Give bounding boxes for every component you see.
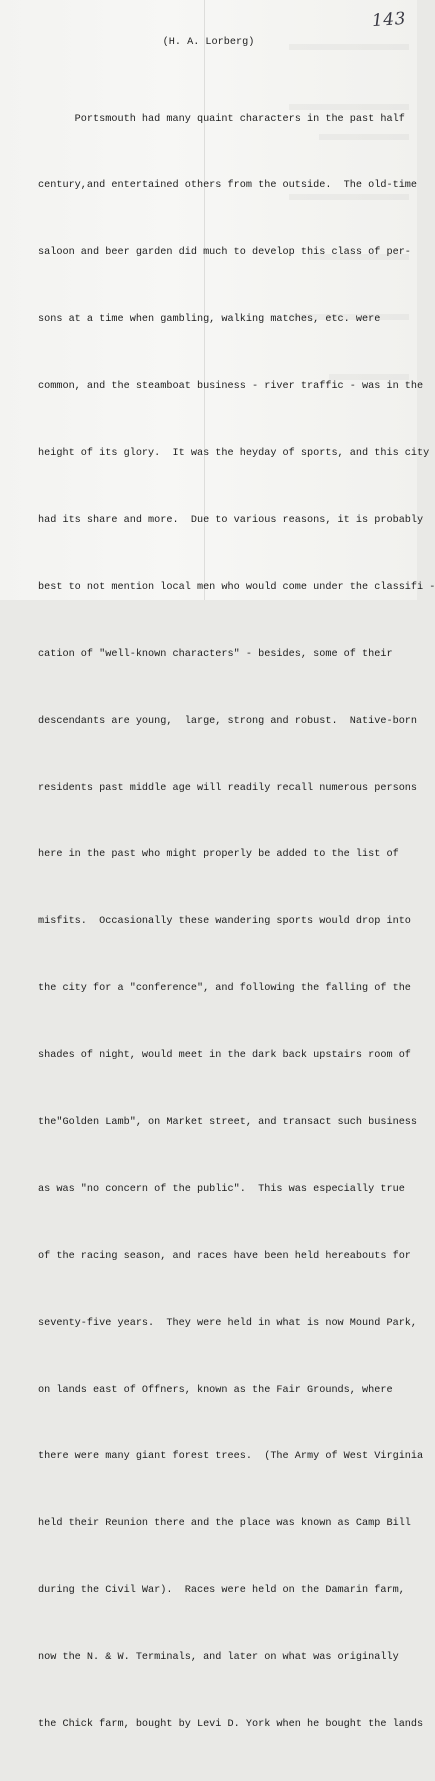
text-line: during the Civil War). Races were held on the Damarin farm, [38,1585,405,1597]
text-line: shades of night, would meet in the dark back upstairs room of [38,1050,411,1062]
text-line: had its share and more. Due to various reasons, it is probably [38,514,424,526]
text-line: Portsmouth had many quaint characters in the past half [38,113,405,125]
text-line: best to not mention local men who would come under the classifi - [38,581,435,593]
body-text [38,64,435,1781]
text-line: as was "no concern of the public". This was especially true [38,1183,405,1195]
text-line: descendants are young, large, strong and robust. Native-born [38,715,418,727]
text-line: common, and the steamboat business - river traffic - was in the [38,381,424,393]
text-line: misfits. Occasionally these wandering sports would drop into [38,916,411,928]
text-line: residents past middle age will readily recall numerous persons [38,782,418,794]
page-number: 143 [371,8,407,32]
text-line: the city for a "conference", and following the falling of the [38,983,411,995]
text-line: sons at a time when gambling, walking matches, etc. were [38,314,381,326]
text-line: now the N. & W. Terminals, and later on what was originally [38,1652,399,1664]
text-line: saloon and beer garden did much to develop this class of per- [38,247,411,259]
text-line: height of its glory. It was the heyday of sports, and this city [38,448,430,460]
text-line: cation of "well-known characters" - besides, some of their [38,648,393,660]
text-line: century,and entertained others from the outside. The old-time [38,180,418,192]
text-line: seventy-five years. They were held in what is now Mound Park, [38,1317,418,1329]
text-line: here in the past who might properly be added to the list of [38,849,399,861]
text-line: on lands east of Offners, known as the Fair Grounds, where [38,1384,393,1396]
text-line: the"Golden Lamb", on Market street, and transact such business [38,1116,418,1128]
text-line: there were many giant forest trees. (The Army of West Virginia [38,1451,424,1463]
text-line: of the racing season, and races have been held hereabouts for [38,1250,411,1262]
text-line: the Chick farm, bought by Levi D. York when he bought the lands [38,1718,424,1730]
text-line: held their Reunion there and the place was known as Camp Bill [38,1518,411,1530]
author-line: (H. A. Lorberg) [162,37,255,48]
